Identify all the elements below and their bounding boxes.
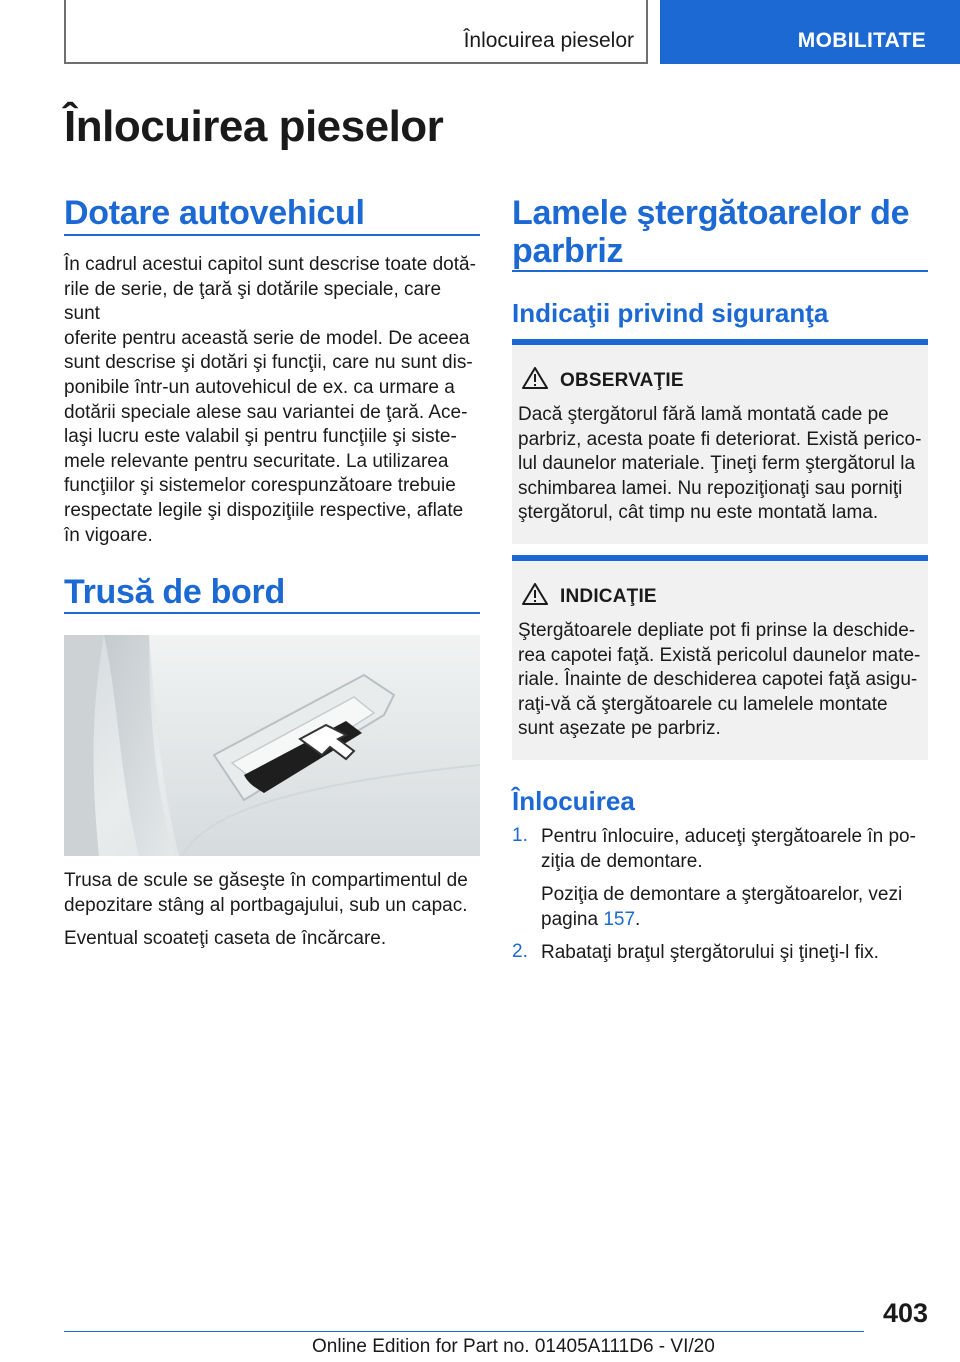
text-line: raţi-vă că ştergătoarele cu lamelele montate <box>518 693 888 715</box>
heading-line: parbriz <box>512 232 624 270</box>
heading-rule <box>64 234 480 236</box>
notice-text <box>518 403 922 526</box>
step-number: 2. <box>512 941 528 963</box>
heading-inlocuirea: Înlocuirea <box>512 786 635 816</box>
heading-trusa: Trusă de bord <box>64 573 285 611</box>
text-line: sunt aşezate pe parbriz. <box>518 718 721 740</box>
text-line: în vigoare. <box>64 524 153 546</box>
text-line: Poziţia de demontare a ştergătoarelor, vezi <box>541 884 903 906</box>
edition-label: Online Edition for Part no. 01405A111D6 - VI/20 <box>312 1336 715 1357</box>
text-line: Trusa de scule se găseşte în compartimentul de <box>64 870 468 891</box>
text-line: depozitare stâng al portbagajului, sub un capac. <box>64 894 468 916</box>
text-line: dotării speciale alese sau variantei de ţară. Ace‐ <box>64 401 468 423</box>
text-line: Ştergătoarele depliate pot fi prinse la deschide‐ <box>518 620 916 641</box>
text-line: Eventual scoateţi caseta de încărcare. <box>64 928 387 950</box>
heading-dotare: Dotare autovehicul <box>64 194 365 232</box>
text-line: schimbarea lamei. Nu repoziţionaţi sau porniţi <box>518 477 903 499</box>
notice-header <box>522 583 657 610</box>
heading-rule <box>64 612 480 614</box>
page-title: Înlocuirea pieselor <box>64 102 444 151</box>
subheading-safety: Indicaţii privind siguranţa <box>512 298 829 328</box>
notice-label: INDICAŢIE <box>560 585 657 607</box>
notice-text <box>518 619 922 742</box>
warning-triangle-icon <box>522 367 548 394</box>
step-number: 1. <box>512 825 528 846</box>
text-line: Rabataţi braţul ştergătorului şi ţineţi-l fix. <box>541 942 879 964</box>
trunk-toolkit-illustration <box>64 635 480 856</box>
notice-label: OBSERVAŢIE <box>560 369 684 391</box>
notice-header <box>522 367 684 394</box>
warning-triangle-icon <box>522 583 548 610</box>
text-line: lul daunelor materiale. Ţineţi ferm ştergătorul la <box>518 453 916 475</box>
text-line: În cadrul acestui capitol sunt descrise toate dotă‐ <box>64 254 476 275</box>
text-line: ponibile într-un autovehicul de ex. ca urmare a <box>64 376 455 398</box>
heading-rule <box>512 270 928 272</box>
text-line: parbriz, acesta poate fi deteriorat. Există perico‐ <box>518 428 922 450</box>
text-line: ziţia de demontare. <box>541 850 703 872</box>
header-chapter-tab[interactable] <box>660 0 960 64</box>
text-line: rile de serie, de ţară şi dotările speciale, care sunt <box>64 278 442 325</box>
text-line: Pentru înlocuire, aduceţi ştergătoarele în po‐ <box>541 826 916 847</box>
step-text <box>541 825 928 932</box>
page-ref-suffix: . <box>635 908 641 930</box>
text-line: Dacă ştergătorul fără lamă montată cade pe <box>518 404 889 425</box>
list-item <box>512 825 928 932</box>
notice-observatie <box>512 339 928 544</box>
footer-rule <box>64 1331 864 1332</box>
text-line: sunt descrise şi dotări şi funcţii, care nu sunt dis‐ <box>64 352 473 374</box>
text-line: riale. Înainte de deschiderea capotei faţă asigu‐ <box>518 669 918 691</box>
text-line: laşi lucru este valabil şi pentru funcţiile şi siste‐ <box>64 426 457 448</box>
step-text <box>541 941 928 966</box>
heading-lamele <box>512 194 928 270</box>
text-line: respectate legile şi dispoziţiile respective, aflate <box>64 499 464 521</box>
text-line: mele relevante pentru securitate. La utilizarea <box>64 450 449 472</box>
steps-list <box>512 825 928 966</box>
header-section-title: Înlocuirea pieselor <box>463 29 634 52</box>
header-section-box <box>64 0 648 64</box>
text-line: rea capotei faţă. Există pericolul daunelor mate‐ <box>518 644 921 666</box>
page-link-157[interactable]: 157 <box>603 908 636 930</box>
page-ref-prefix: pagina <box>541 908 604 930</box>
heading-line: Lamele ştergătoarelor de <box>512 194 910 232</box>
text-line: ştergătorul, cât timp nu este montată lama. <box>518 502 879 524</box>
notice-indicatie <box>512 555 928 760</box>
trusa-caption <box>64 869 480 952</box>
list-item <box>512 941 928 966</box>
page-number: 403 <box>882 1298 928 1328</box>
dotare-paragraph <box>64 253 480 548</box>
text-line <box>541 908 928 933</box>
text-line: oferite pentru această serie de model. De aceea <box>64 327 470 349</box>
text-line: funcţiilor şi sistemelor corespunzătoare trebuie <box>64 475 456 497</box>
header-chapter-label: MOBILITATE <box>797 29 926 52</box>
